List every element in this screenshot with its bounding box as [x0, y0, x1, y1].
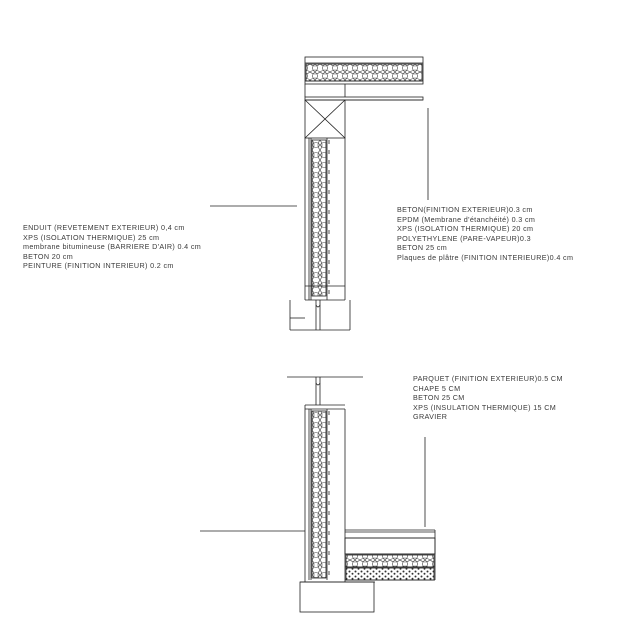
- wall-layer-2: XPS (ISOLATION THERMIQUE) 25 cm: [23, 232, 160, 242]
- wall-layer-3: membrane bitumineuse (BARRIERE D'AIR) 0.4 cm: [23, 242, 202, 251]
- roof-layer-1: BETON(FINITION EXTERIEUR)0.3 cm: [397, 205, 533, 214]
- floor-layer-1: PARQUET (FINITION EXTERIEUR)0.5 CM: [413, 374, 563, 383]
- floor-wall-detail: [200, 377, 435, 612]
- floor-layer-4: XPS (INSULATION THERMIQUE) 15 CM: [413, 402, 557, 412]
- roof-layer-2: EPDM (Membrane d'étanchéité) 0.3 cm: [397, 214, 536, 224]
- roof-layer-5: BETON 25 cm: [397, 243, 448, 252]
- roof-layers-label: [397, 205, 573, 262]
- floor-layers-label: [413, 374, 563, 422]
- floor-layer-3: BETON 25 CM: [413, 393, 465, 402]
- roof-wall-detail: [210, 57, 428, 330]
- roof-layer-4: POLYETHYLENE (PARE-VAPEUR)0.3: [397, 233, 531, 243]
- roof-layer-6: Plaques de plâtre (FINITION INTERIEURE)0.4 cm: [397, 252, 574, 262]
- floor-layer-5: GRAVIER: [413, 412, 448, 421]
- wall-layer-4: BETON 20 cm: [23, 251, 74, 261]
- wall-layer-1: ENDUIT (REVETEMENT EXTERIEUR) 0,4 cm: [23, 223, 185, 232]
- wall-layer-5: PEINTURE (FINITION INTERIEUR) 0.2 cm: [23, 261, 174, 270]
- floor-layer-2: CHAPE 5 CM: [413, 383, 461, 393]
- wall-layers-label: [23, 223, 201, 271]
- roof-layer-3: XPS (ISOLATION THERMIQUE) 20 cm: [397, 224, 534, 233]
